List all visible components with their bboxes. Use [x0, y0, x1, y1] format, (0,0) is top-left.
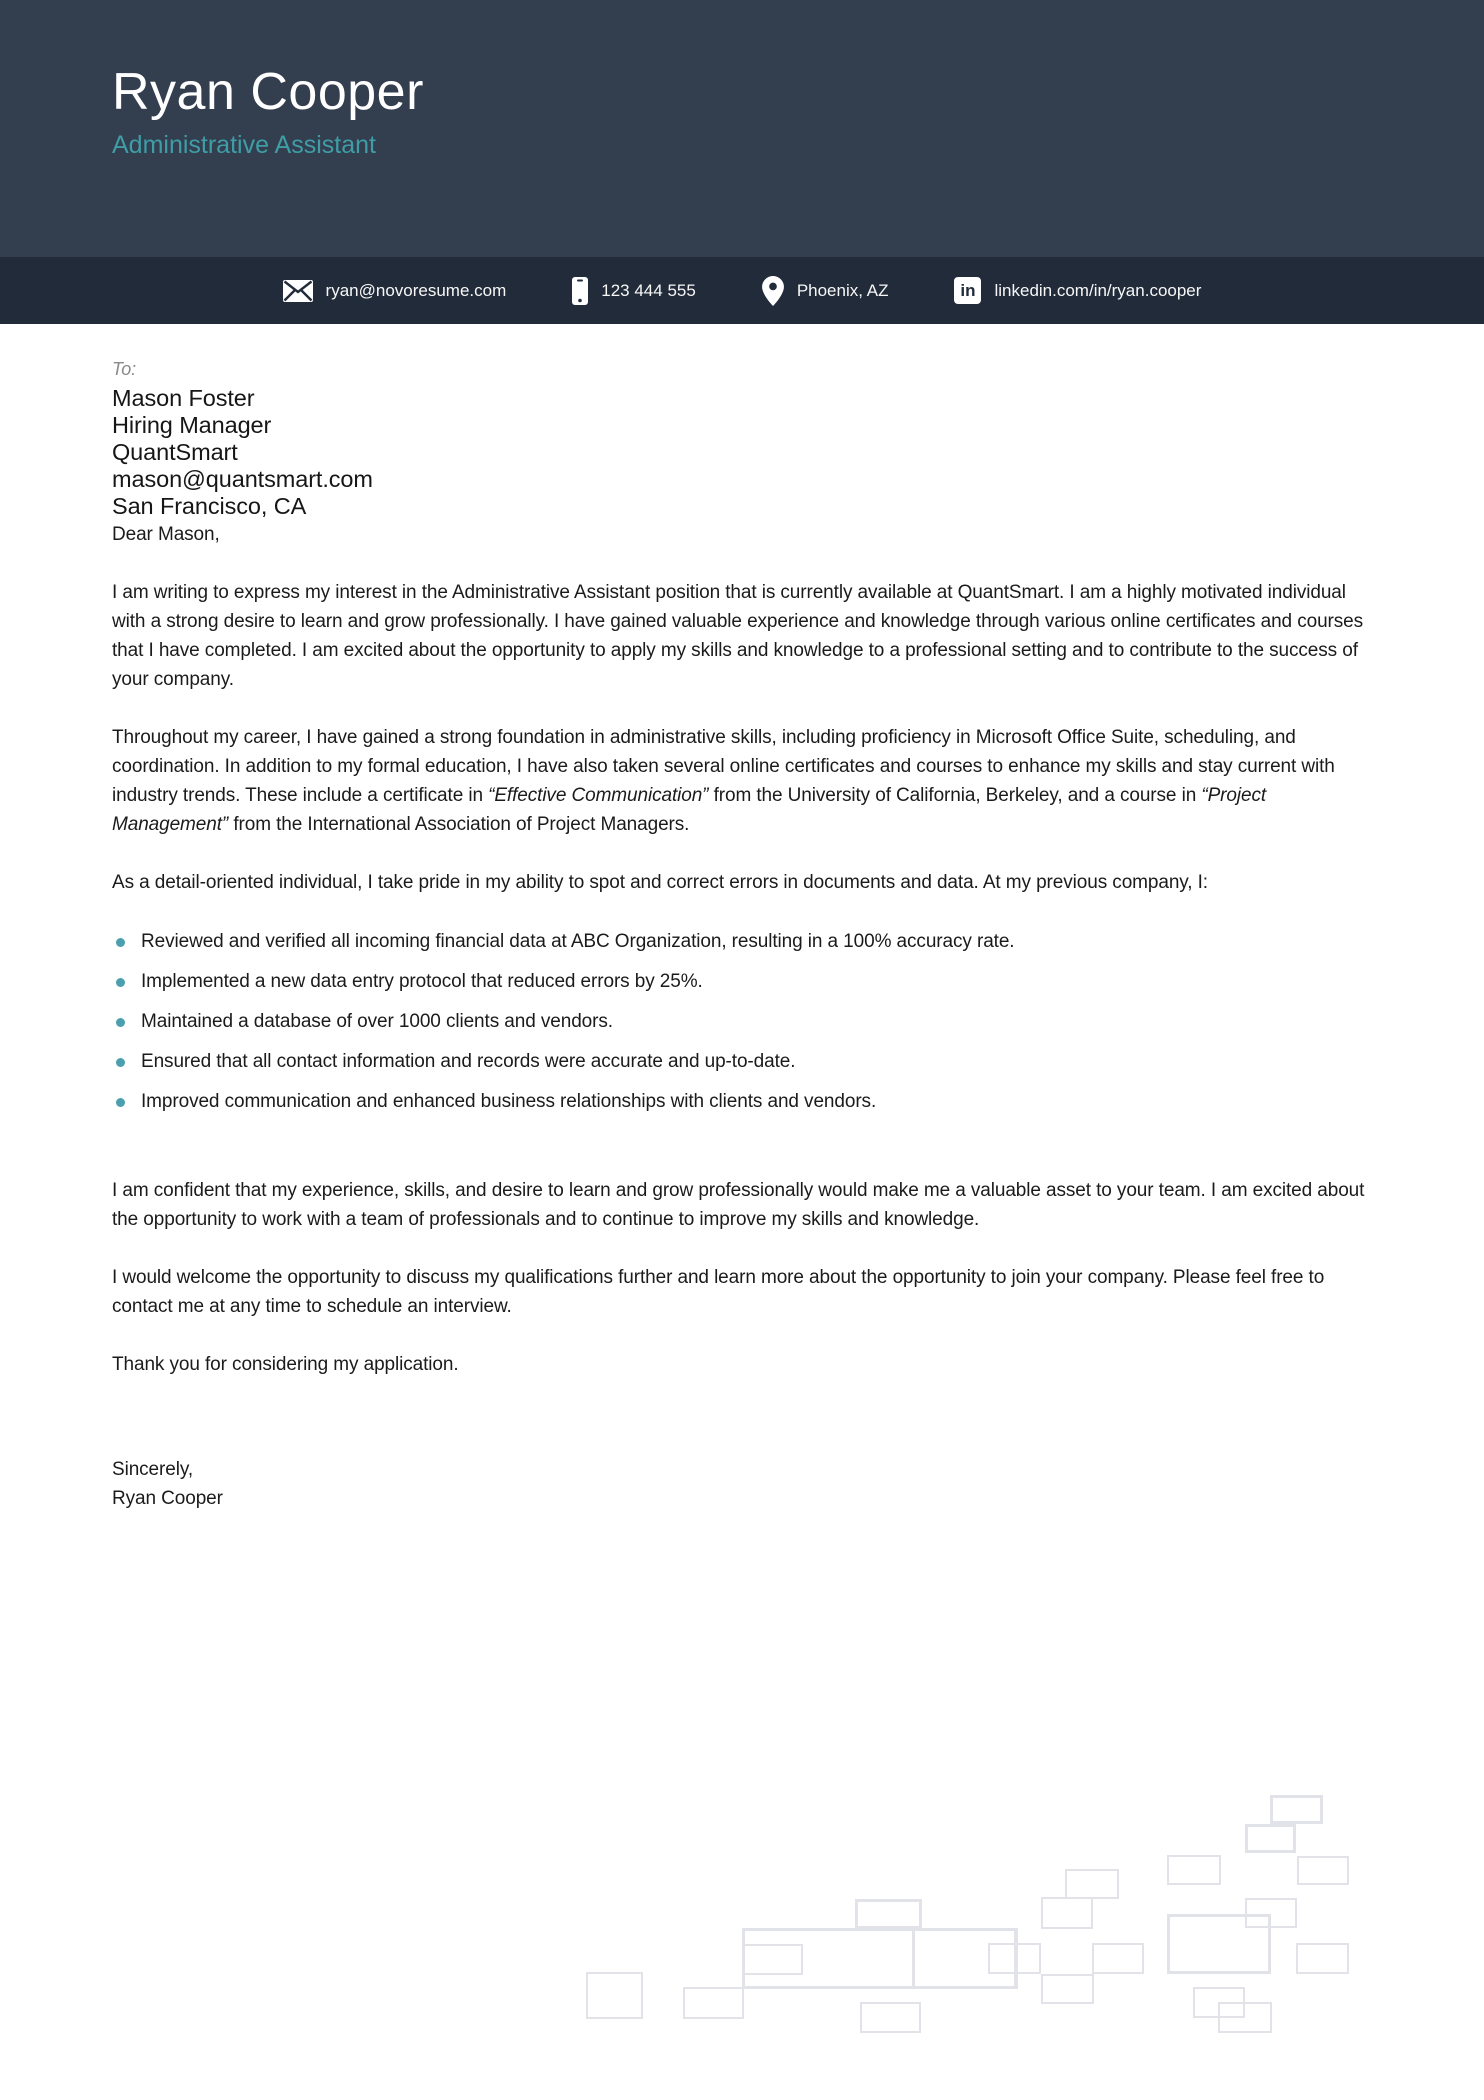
decorative-rectangle — [1065, 1869, 1119, 1899]
decorative-rectangle — [1296, 1943, 1349, 1974]
recipient-to-label: To: — [112, 359, 137, 379]
decorative-rectangle — [1167, 1855, 1221, 1885]
decorative-rectangle — [1218, 2002, 1272, 2033]
recipient-name: Mason Foster — [112, 385, 255, 411]
list-item — [112, 1010, 1372, 1034]
bullet-dot — [116, 1018, 125, 1027]
recipient-company: QuantSmart — [112, 439, 238, 465]
list-item — [112, 1090, 1372, 1114]
contact-email — [283, 280, 507, 302]
certificate-title-quote: “Effective Communication” — [488, 785, 709, 806]
location-pin-icon — [762, 276, 784, 306]
contact-location-value: Phoenix, AZ — [796, 280, 889, 300]
decorative-rectangle — [683, 1987, 744, 2019]
list-item-text: Ensured that all contact information and records were accurate and up-to-date. — [141, 1051, 796, 1072]
decorative-rectangle — [855, 1899, 922, 1929]
recipient-block — [112, 358, 1372, 520]
decorative-rectangle — [1245, 1898, 1297, 1928]
paragraph-intro: I am writing to express my interest in the Administrative Assistant position that is currently available at QuantSmart. I am a highly motivated individual with a strong desire to learn and grow professionally. I have gained valuable experience and knowledge through various online certificates and courses that I have completed. I am excited about the opportunity to apply my skills and knowledge to a professional setting and to contribute to the success of your company. — [112, 582, 1364, 690]
contact-linkedin — [954, 277, 1201, 304]
recipient-role: Hiring Manager — [112, 412, 272, 438]
paragraph-skills — [112, 723, 1372, 839]
list-item — [112, 930, 1372, 954]
contact-email-value[interactable]: ryan@novoresume.com — [325, 280, 507, 300]
decorative-rectangle — [1092, 1943, 1144, 1974]
phone-icon — [572, 277, 588, 305]
decorative-rectangle — [1041, 1897, 1093, 1929]
linkedin-icon: in — [954, 277, 981, 304]
paragraph-confidence: I am confident that my experience, skills, and desire to learn and grow professionally would make me a valuable asset to your team. I am excited about the opportunity to work with a team of professionals and to continue to improve my skills and knowledge. — [112, 1180, 1365, 1230]
person-name: Ryan Cooper — [112, 63, 424, 121]
bullet-dot — [116, 1098, 125, 1107]
decorative-rectangle — [912, 1928, 1017, 1989]
bullet-dot — [116, 938, 125, 947]
list-item-text: Reviewed and verified all incoming financial data at ABC Organization, resulting in a 100% accuracy rate. — [141, 931, 1015, 952]
bullet-dot — [116, 978, 125, 987]
envelope-icon — [283, 280, 313, 302]
decorative-rectangle — [1297, 1856, 1349, 1885]
decorative-rectangle — [1041, 1974, 1094, 2004]
contact-location — [762, 276, 889, 306]
contact-phone-value: 123 444 555 — [601, 280, 696, 300]
paragraph-thanks: Thank you for considering my application. — [112, 1354, 459, 1375]
paragraph-skills-mid: from the University of California, Berkeley, and a course in — [708, 785, 1202, 806]
person-job-title: Administrative Assistant — [112, 131, 376, 159]
signature-name: Ryan Cooper — [112, 1488, 223, 1509]
decorative-rectangle — [743, 1944, 803, 1975]
achievement-list — [112, 930, 1372, 1114]
recipient-city: San Francisco, CA — [112, 493, 307, 519]
decorative-rectangle — [586, 1972, 643, 2019]
list-item-text: Maintained a database of over 1000 clients and vendors. — [141, 1011, 613, 1032]
recipient-email: mason@quantsmart.com — [112, 466, 373, 492]
salutation: Dear Mason, — [112, 524, 220, 545]
paragraph-interview: I would welcome the opportunity to discuss my qualifications further and learn more about the opportunity to join your company. Please feel free to contact me at any time to schedule an interview. — [112, 1267, 1325, 1317]
list-item — [112, 1050, 1372, 1074]
decorative-rectangle — [1193, 1987, 1245, 2018]
contact-bar — [0, 257, 1484, 324]
contact-phone — [572, 277, 696, 305]
paragraph-detail: As a detail-oriented individual, I take pride in my ability to spot and correct errors in documents and data. At my previous company, I: — [112, 872, 1208, 893]
decorative-rectangle — [860, 2002, 921, 2033]
decorative-rectangle — [742, 1928, 1018, 1989]
course-title-quote: “Project Management” — [112, 785, 1267, 835]
decorative-rectangle — [1270, 1795, 1323, 1824]
list-item — [112, 970, 1372, 994]
list-item-text: Improved communication and enhanced business relationships with clients and vendors. — [141, 1091, 877, 1112]
list-item-text: Implemented a new data entry protocol that reduced errors by 25%. — [141, 971, 703, 992]
closing-word: Sincerely, — [112, 1459, 194, 1480]
letter-body — [112, 324, 1372, 1513]
closing-block — [112, 1455, 1372, 1513]
decorative-rectangle — [1245, 1824, 1296, 1853]
decorative-rectangle — [1167, 1914, 1271, 1974]
contact-linkedin-value[interactable]: linkedin.com/in/ryan.cooper — [994, 280, 1202, 300]
bullet-dot — [116, 1058, 125, 1067]
paragraph-skills-end: from the International Association of Project Managers. — [228, 814, 690, 835]
decorative-rectangle — [988, 1943, 1041, 1974]
header — [0, 0, 1484, 257]
paragraph-skills-text: Throughout my career, I have gained a strong foundation in administrative skills, including proficiency in Microsoft Office Suite, scheduling, and coordination. In addition to my formal education, I have also taken several online certificates and courses to enhance my skills and stay current with industry trends. These include a certificate in — [112, 727, 1335, 806]
